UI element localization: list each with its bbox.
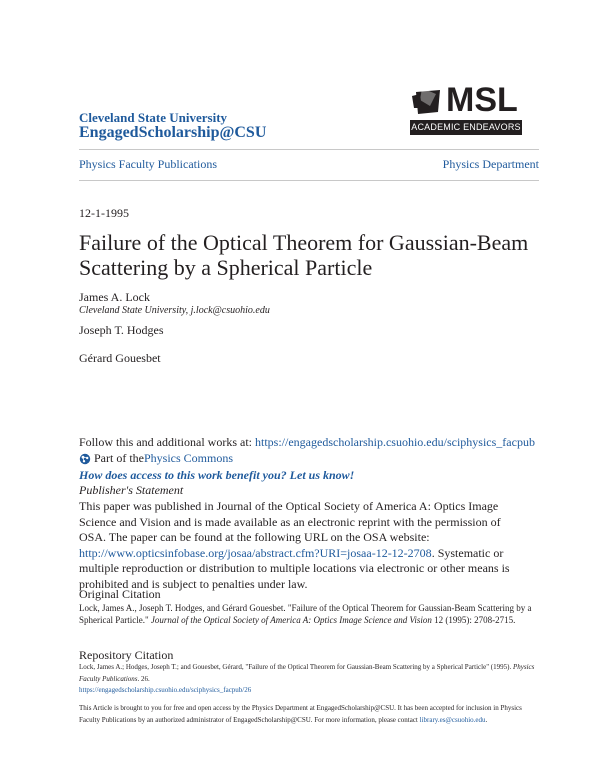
citation-part: Lock, James A., Joseph T. Hodges, and Gérard Gouesbet. "Failure of the Optical Theorem for Gaussian-Beam Scattering by a Spherical Particle." (79, 603, 532, 625)
footer-end: . (485, 715, 488, 724)
repository-url-link[interactable]: https://engagedscholarship.csuohio.edu/sciphysics_facpub/26 (79, 686, 252, 694)
original-citation-text (79, 602, 539, 626)
follow-line (79, 435, 535, 450)
logo-text: MSL (446, 81, 518, 119)
statement-text-part: . Systematic or multiple reproduction or distribution to multiple locations via electronic or other means is prohibited and is subject to penalties under law. (79, 545, 510, 591)
nav-divider (79, 180, 539, 181)
author-name: Joseph T. Hodges (79, 323, 164, 337)
publisher-statement-heading: Publisher's Statement (79, 483, 184, 497)
citation-journal: Journal of the Optical Society of America A: Optics Image Science and Vision (150, 615, 432, 625)
part-of-prefix: Part of the (94, 451, 144, 465)
publisher-statement-text (79, 499, 529, 592)
author-affiliation: Cleveland State University, j.lock@csuohio.edu (79, 305, 270, 316)
physics-commons-link[interactable]: Physics Commons (144, 451, 234, 465)
original-citation-heading: Original Citation (79, 587, 161, 601)
university-name[interactable]: Cleveland State University (79, 110, 228, 125)
citation-part: 12 (1995): 2708-2715. (431, 615, 516, 625)
department-link[interactable]: Physics Department (442, 157, 539, 171)
follow-prefix: Follow this and additional works at: (79, 435, 255, 449)
feedback-link[interactable]: How does access to this work benefit you? Let us know! (79, 468, 355, 482)
publication-date: 12-1-1995 (79, 206, 129, 220)
top-divider (79, 149, 539, 150)
article-title: Failure of the Optical Theorem for Gaussian-Beam Scattering by a Spherical Particle (79, 230, 529, 280)
contact-email-link[interactable]: library.es@csuohio.edu (419, 715, 486, 724)
repository-citation-text (79, 662, 539, 697)
osa-url-link[interactable]: http://www.opticsinfobase.org/josaa/abstract.cfm?URI=josaa-12-12-2708 (79, 545, 432, 560)
statement-text-part: This paper was published in Journal of the Optical Society of America A: Optics Image Science and Vision and is made available as an electronic reprint with the permission of OSA. The paper can be found at the following URL on the OSA website: (79, 499, 501, 544)
collection-link[interactable]: Physics Faculty Publications (79, 157, 217, 171)
logo-tagline: ACADEMIC ENDEAVORS (410, 120, 522, 135)
part-of-line (79, 451, 233, 466)
commons-network-icon (79, 453, 91, 465)
footer-notice (79, 703, 539, 726)
site-name[interactable]: EngagedScholarship@CSU (79, 124, 267, 141)
repository-citation-heading: Repository Citation (79, 648, 174, 662)
author-name: James A. Lock (79, 290, 150, 304)
msl-logo-mark-icon (410, 86, 444, 116)
collection-url-link[interactable]: https://engagedscholarship.csuohio.edu/sciphysics_facpub (255, 435, 535, 449)
author-name: Gérard Gouesbet (79, 351, 161, 365)
citation-part: . 26. (137, 674, 150, 683)
citation-part: Lock, James A.; Hodges, Joseph T.; and Gouesbet, Gérard, "Failure of the Optical Theorem for Gaussian-Beam Scattering by a Spherical Particle" (1995). (79, 663, 513, 671)
footer-text: This Article is brought to you for free and open access by the Physics Department at EngagedScholarship@CSU. It has been accepted for inclusion in Physics Faculty Publications by an authorized administrator of EngagedScholarship@CSU. For more information, please contact (79, 704, 522, 724)
msl-logo (410, 81, 522, 138)
citation-series: Physics Faculty Publications (79, 663, 535, 683)
